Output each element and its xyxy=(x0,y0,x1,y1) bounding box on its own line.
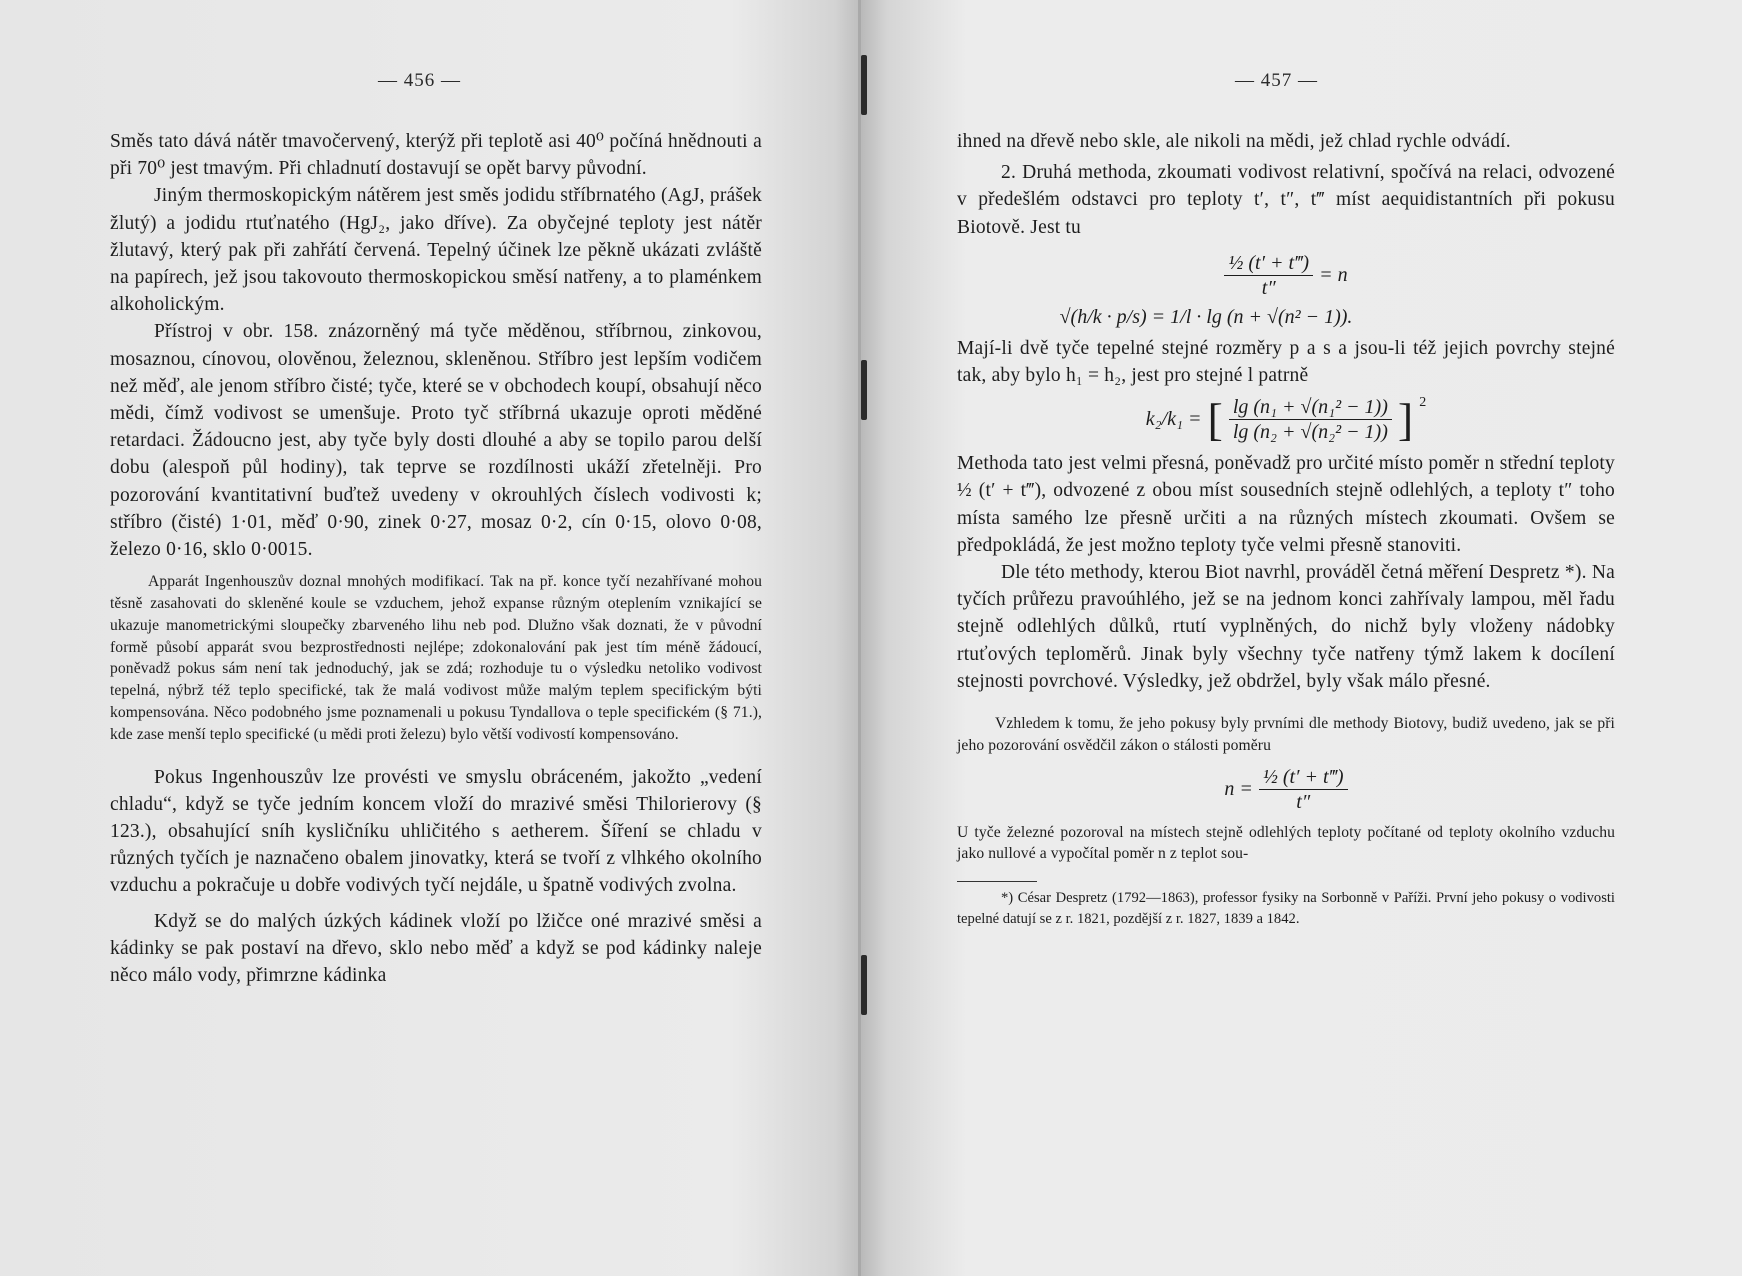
formula-sqrt-relation: √(h/k · p/s) = 1/l · lg (n + √(n² − 1)). xyxy=(1059,305,1353,328)
right-small-paragraph: Vzhledem k tomu, že jeho pokusy byly prvními dle methody Biotovy, budiž uvedeno, jak se při jeho pozorování osvědčil zákon o stálosti poměru xyxy=(957,715,1615,754)
footnote: *) César Despretz (1792—1863), professor fysiky na Sorbonně v Paříži. První jeho pokusy o vodivosti tepelné datují se z r. 1821, pozdější z r. 1827, 1839 a 1842. xyxy=(957,890,1615,927)
formula-ratio-n: $\frac{\text{½ (t′ + t‴)}}{t''}$ = n xyxy=(957,251,1615,300)
left-small-paragraph: Apparát Ingenhouszův doznal mnohých modifikací. Tak na př. konce tyčí nezahřívané mohou těsně zasahovati do skleněné koule se vzduchem, jehož expanse různým oteplením vznikající se ukazuje manometrickými sloupečky zbarveného lihu neb pod. Dlužno však doznati, že v původní formě působí apparát svou bezprostřednosti nejlépe; zdokonalování pak jest tím méně žádoucí, poněvadž pokus sám není tak jednoduchý, jak se zdá; rozhoduje tu o výsledku netoliko vodivost tepelná, nýbrž též teplo specifické, tak že malá vodivost může malým teplem specifickým býti kompensována. Něco podobného jsme poznamenali u pokusu Tyndallova o teple specifickém (§ 71.), kde zase menší teplo specifické (u mědi proti železu) bylo větší vodivostí kompensováno. xyxy=(110,573,762,743)
page-number-right: — 457 — xyxy=(1235,70,1318,91)
formula-n-definition: n = $\frac{\text{½ (t′ + t‴)}}{t''}$ xyxy=(957,765,1615,814)
left-paragraph-6: Když se do malých úzkých kádinek vloží po lžičce oné mrazivé směsi a kádinky se pak postaví na dřevo, sklo nebo měď a když se pod kádinky naleje něco málo vody, přimrzne kádinka xyxy=(110,910,762,987)
left-paragraph-2: Jiným thermoskopickým nátěrem jest směs jodidu stříbrnatého (AgJ, prášek žlutý) a jodidu rtuťnatého (HgJ₂, jako dříve). Za obyčejné teploty jest nátěr žlutavý, který pak při zahřátí červená. Tepelný účinek lze pěkně ukázati zvláště na papírech, jež jsou takovouto thermoskopickou směsí natřeny, a to plaménkem alkoholickým. xyxy=(110,185,762,316)
left-text-column xyxy=(110,128,762,989)
right-paragraph-4: Methoda tato jest velmi přesná, poněvadž pro určité místo poměr n střední teploty ½ (t′ + t‴), odvozené z obou míst sousedních stejně odlehlých, a teploty t″ toho místa samého lze přesně určiti a na různých místech zkoumati. Ovšem se předpokládá, že jest možno teploty tyče velmi přesně stanoviti. xyxy=(957,453,1615,556)
left-paragraph-5: Pokus Ingenhouszův lze provésti ve smyslu obráceném, jakožto „vedení chladu“, když se tyče jedním koncem vloží do mrazivé směsi Thilorierovy (§ 123.), obsahující sníh kysličníku uhličitého s aetherem. Šíření se chladu v různých tyčích je naznačeno obalem jinovatky, která se tvoří z vlhkého okolního vzduchu a pokračuje u dobře vodivých tyčí nejdále, u špatně vodivých zvolna. xyxy=(110,766,762,897)
right-paragraph-1: ihned na dřevě nebo skle, ale nikoli na mědi, jež chlad rychle odvádí. xyxy=(957,131,1511,152)
formula-k-ratio: k₂/k₁ = [ $\frac{\text{lg (n₁ + √(n₁² − 1))}}{\text{lg (n₂ + √(n₂² − 1))}}$ ] $^2$ xyxy=(1145,393,1427,445)
right-paragraph-5: Dle této methody, kterou Biot navrhl, prováděl četná měření Despretz *). Na tyčích průřezu pravoúhlého, jež se na jednom konci zahřívaly lampou, měl řadu stejně odlehlých důlků, rtutí vyplněných, do nichž byly vloženy nádobky rtuťových teploměrů. Jinak byly všechny tyče natřeny týmž lakem k docílení stejnosti povrchové. Výsledky, jež obdržel, byly však málo přesné. xyxy=(957,562,1615,692)
binding-mark xyxy=(861,55,867,115)
right-paragraph-3: Mají-li dvě tyče tepelné stejné rozměry p a s a jsou-li též jejich povrchy stejné tak, aby bylo h₁ = h₂, jest pro stejné l patrně xyxy=(957,337,1615,387)
page-number-left: — 456 — xyxy=(378,70,461,91)
binding-mark xyxy=(861,360,867,420)
left-page xyxy=(0,0,861,1276)
right-paragraph-2: 2. Druhá methoda, zkoumati vodivost relativní, spočívá na relaci, odvozené v předešlém odstavci pro teploty t′, t″, t‴ míst aequidistantních při pokusu Biotově. Jest tu xyxy=(957,162,1615,238)
right-small-paragraph-2: U tyče železné pozoroval na místech stejně odlehlých teploty počítané od teploty okolního vzduchu jako nullové a vypočítal poměr n z teplot sou- xyxy=(957,823,1615,863)
right-page xyxy=(861,0,1742,1276)
right-text-column xyxy=(957,128,1615,929)
left-paragraph-3: Přístroj v obr. 158. znázorněný má tyče měděnou, stříbrnou, zinkovou, mosaznou, cínovou, olověnou, železnou, skleněnou. Stříbro jest lepším vodičem než měď, ale jenom stříbro čisté; tyče, které se v obchodech koupí, obsahují něco mědi, čímž vodivost se umenšuje. Proto tyč stříbrná ukazuje oproti měděné retardaci. Žádoucno jest, aby tyče byly dosti dlouhé a aby se topilo parou delší dobu (alespoň půl hodiny), tak teprve se rozdílnosti ukáží zřetelněji. Pro pozorování kvantitativní buďtež uvedeny v okrouhlých číslech vodivosti k; stříbro (čisté) 1·01, měď 0·90, zinek 0·27, mosaz 0·2, cín 0·15, olovo 0·08, železo 0·16, sklo 0·0015. xyxy=(110,321,762,561)
left-paragraph-1: Směs tato dává nátěr tmavočervený, kterýž při teplotě asi 40⁰ počíná hnědnouti a při 70⁰ jest tmavým. Při chladnutí dostavují se opět barvy původní. xyxy=(110,131,762,180)
formula-ratio-fraction: $\frac{\text{½ (t′ + t‴)}}{t''}$ xyxy=(1224,251,1313,300)
footnote-rule xyxy=(957,881,1037,882)
binding-mark xyxy=(861,955,867,1015)
